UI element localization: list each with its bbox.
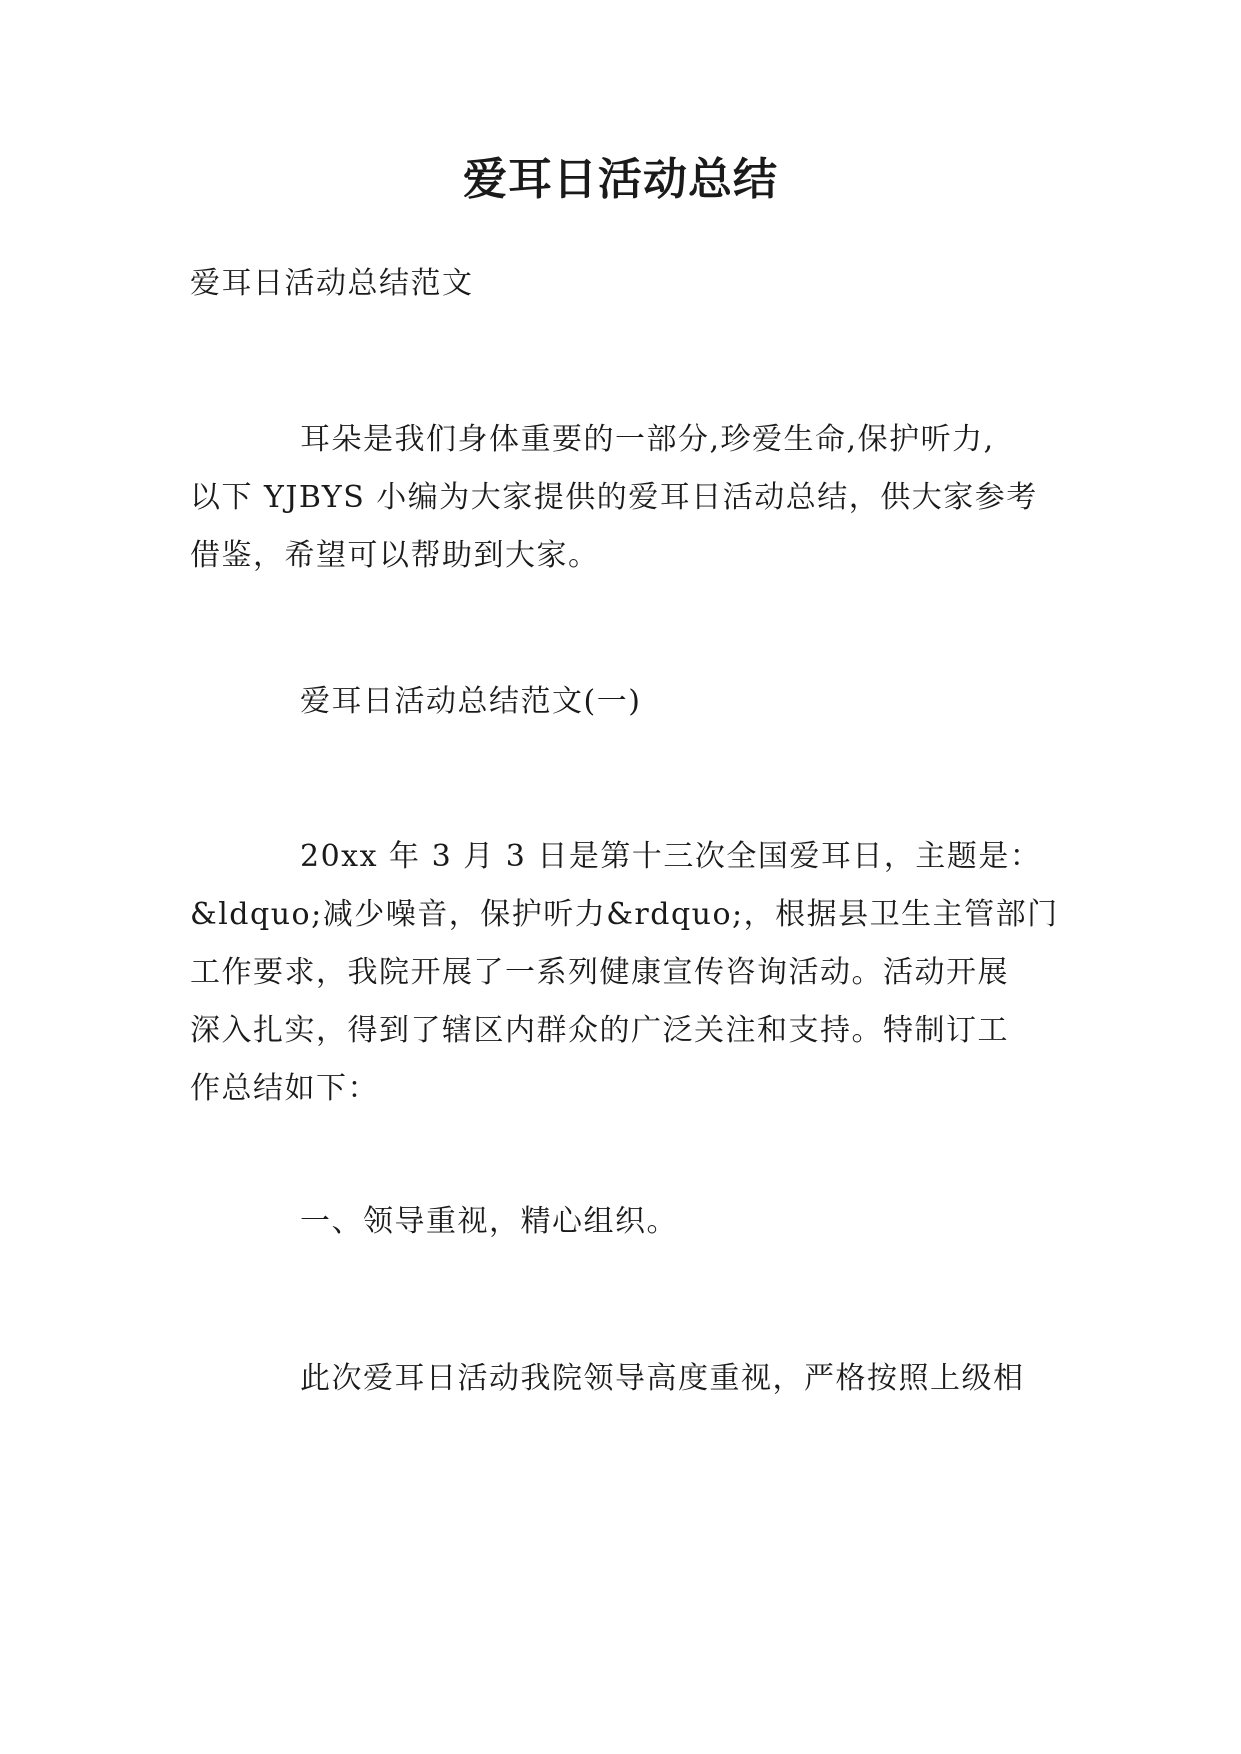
intro-line-1: 耳朵是我们身体重要的一部分,珍爱生命,保护听力, — [300, 422, 995, 457]
point-one-line: 一、领导重视，精心组织。 — [300, 1204, 678, 1239]
last-paragraph — [190, 1350, 1050, 1408]
body-line-4: 深入扎实，得到了辖区内群众的广泛关注和支持。特制订工 — [190, 1013, 1009, 1048]
body-line-3: 工作要求，我院开展了一系列健康宣传咨询活动。活动开展 — [190, 955, 1009, 990]
intro-line-3: 借鉴，希望可以帮助到大家。 — [190, 538, 600, 573]
point-one-heading — [190, 1193, 1050, 1251]
document-title: 爱耳日活动总结 — [463, 154, 778, 205]
subtitle-line: 爱耳日活动总结范文 — [190, 266, 474, 301]
section-heading-line: 爱耳日活动总结范文(一) — [300, 684, 642, 719]
body-line-2: &ldquo;减少噪音，保护听力&rdquo;，根据县卫生主管部门 — [190, 897, 1059, 932]
intro-line-2: 以下 YJBYS 小编为大家提供的爱耳日活动总结，供大家参考 — [190, 480, 1038, 515]
section-heading — [190, 673, 1050, 731]
body-paragraph — [190, 828, 1059, 1118]
body-line-5: 作总结如下： — [190, 1071, 379, 1106]
body-line-1: 20xx 年 3 月 3 日是第十三次全国爱耳日，主题是： — [300, 839, 1042, 874]
document-subtitle — [190, 255, 1050, 313]
intro-paragraph — [190, 411, 1050, 585]
last-paragraph-line: 此次爱耳日活动我院领导高度重视，严格按照上级相 — [300, 1361, 1025, 1396]
